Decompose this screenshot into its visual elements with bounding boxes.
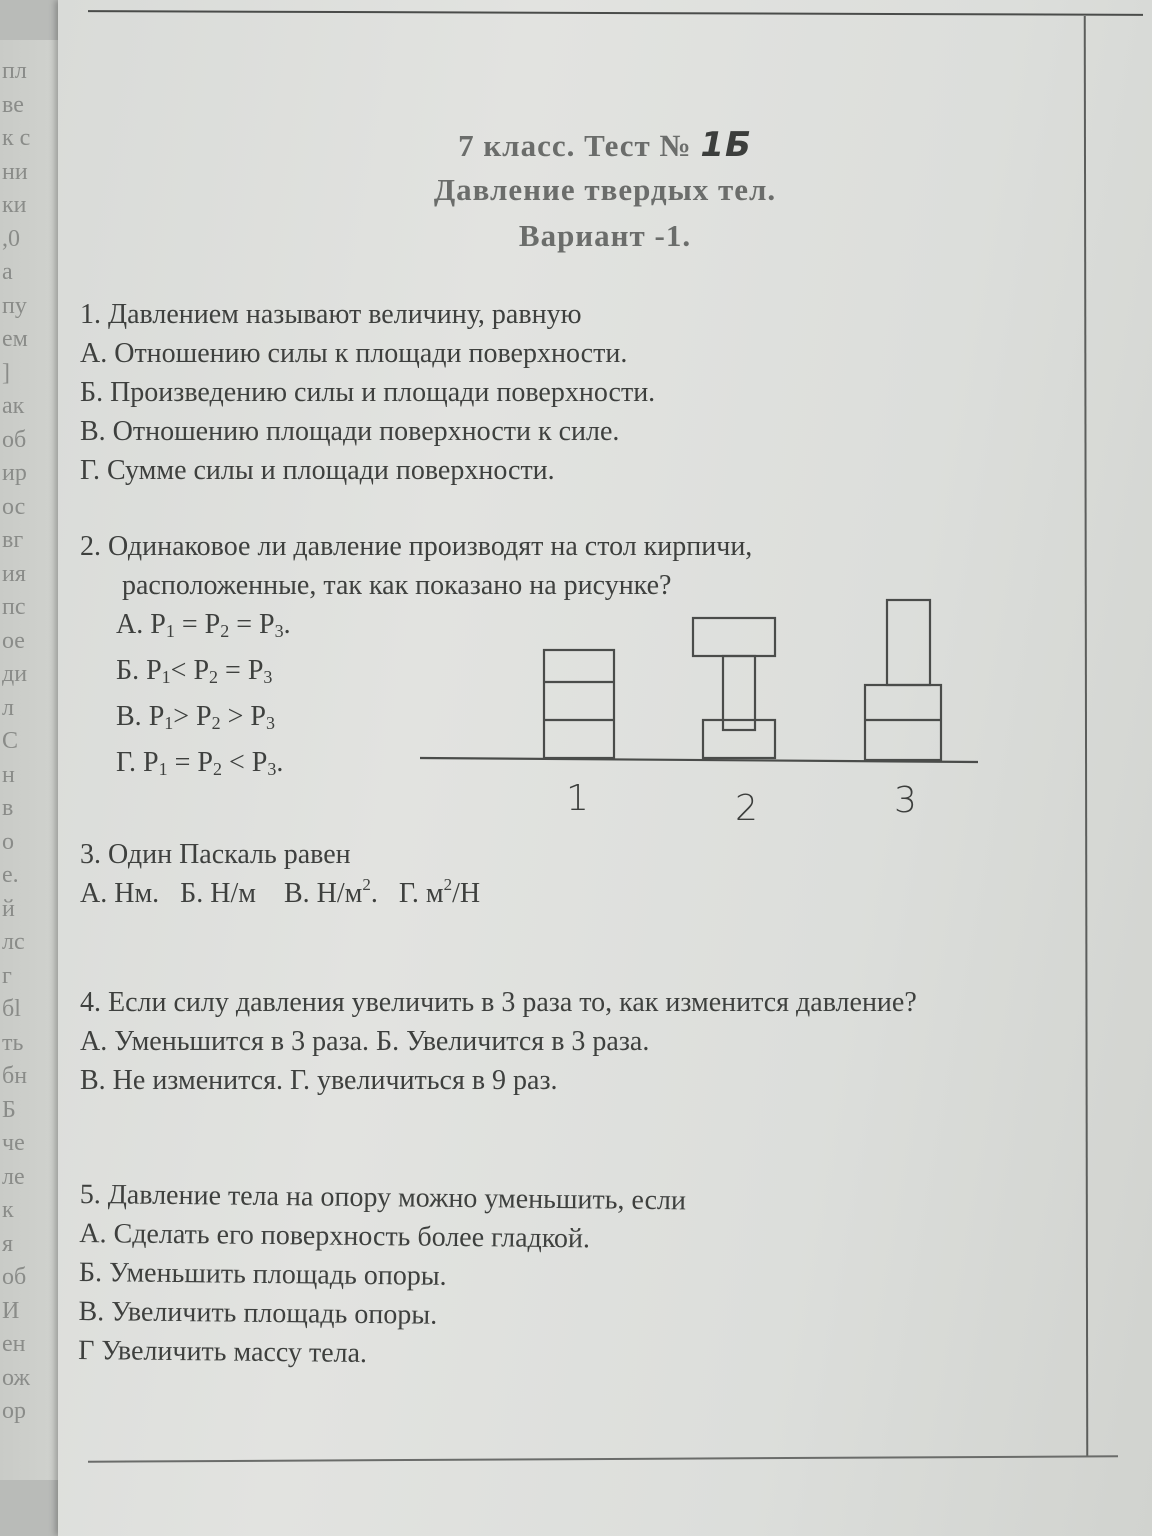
margin-fragment: а xyxy=(2,259,13,285)
margin-fragment: н xyxy=(2,761,15,788)
margin-fragment: ,0 xyxy=(2,225,20,252)
answer-option: Б. Уменьшить площадь опоры. xyxy=(78,1256,447,1292)
test-title xyxy=(58,125,1152,165)
margin-fragment: е. xyxy=(2,862,19,888)
margin-fragment: ия xyxy=(2,560,26,587)
margin-fragment: й xyxy=(2,895,15,922)
margin-fragment: бl xyxy=(2,996,21,1022)
question-text-continued: расположенные, так как показано на рисунке? xyxy=(122,570,672,601)
question-text: 5. Давление тела на опору можно уменьшить, если xyxy=(79,1178,687,1217)
test-sheet xyxy=(58,0,1152,1536)
question-text: 2. Одинаковое ли давление производят на стол кирпичи, xyxy=(80,531,753,562)
margin-fragment: ле xyxy=(2,1163,25,1190)
question-4 xyxy=(80,983,917,1100)
title-handwritten-number: 1Б xyxy=(700,125,752,165)
margin-fragment: че xyxy=(2,1130,25,1156)
answer-option: В. Увеличить площадь опоры. xyxy=(78,1295,438,1331)
answer-option: Б. $P_1< P_2 = P_3$ xyxy=(116,655,273,687)
answer-option: В. Отношению площади поверхности к силе. xyxy=(80,416,620,447)
margin-fragment: ем xyxy=(2,326,28,352)
margin-fragment: вг xyxy=(2,527,24,553)
margin-fragment: пу xyxy=(2,292,27,319)
answer-options-row xyxy=(80,874,480,913)
bricks-figure xyxy=(408,590,983,830)
answer-option: А. Уменьшится в 3 раза. Б. Увеличится в 3 раза. xyxy=(80,1026,650,1057)
margin-fragment: ое xyxy=(2,627,25,654)
question-3 xyxy=(80,835,480,913)
test-topic: Давление твердых тел. xyxy=(433,172,777,207)
margin-fragment: ос xyxy=(2,493,26,520)
margin-fragment: в xyxy=(2,795,14,821)
margin-fragment: Б xyxy=(2,1096,16,1123)
title-printed: 7 класс. Тест № xyxy=(458,128,692,163)
margin-fragment: о xyxy=(2,828,14,855)
answer-option-b: Б. Н/м xyxy=(180,878,256,909)
margin-fragment: ве xyxy=(2,91,24,118)
answer-option: Б. Произведению силы и площади поверхности. xyxy=(80,377,656,408)
margin-fragment: ] xyxy=(2,359,10,386)
margin-fragment: л xyxy=(2,694,14,721)
bottom-border-line xyxy=(88,1455,1118,1462)
margin-fragment: лс xyxy=(2,929,25,955)
answer-option: В. $P_1> P_2 > P_3$ xyxy=(116,701,276,733)
margin-fragment: ак xyxy=(2,393,25,419)
margin-fragment: к с xyxy=(2,125,31,151)
margin-fragment: пл xyxy=(2,58,27,84)
margin-fragment: ни xyxy=(2,158,28,185)
answer-option-c: В. $Н/м^2$. xyxy=(283,875,378,909)
answer-option: Г Увеличить массу тела. xyxy=(77,1334,368,1370)
margin-fragment: об xyxy=(2,1264,27,1290)
figure-label-1: 1 xyxy=(566,778,589,819)
test-variant: Вариант -1. xyxy=(518,218,692,253)
question-text: 3. Один Паскаль равен xyxy=(80,839,351,870)
question-5 xyxy=(78,1175,686,1376)
margin-fragment: я xyxy=(2,1230,14,1257)
margin-fragment: к xyxy=(2,1197,14,1223)
margin-fragment: бн xyxy=(2,1063,28,1089)
figure-label-2: 2 xyxy=(735,788,758,829)
margin-fragment: г xyxy=(2,962,12,989)
margin-fragment: ть xyxy=(2,1029,24,1056)
figure-label-3: 3 xyxy=(894,780,917,821)
answer-option: Г. Сумме силы и площади поверхности. xyxy=(80,455,555,486)
question-1 xyxy=(80,295,655,490)
answer-option: А. $P_1 = P_2 = P_3$. xyxy=(116,609,291,641)
margin-fragment: ди xyxy=(2,661,28,687)
margin-fragment: С xyxy=(2,728,19,754)
answer-option: А. Отношению силы к площади поверхности. xyxy=(80,338,628,369)
margin-fragment: ен xyxy=(2,1331,26,1357)
margin-fragment: ор xyxy=(2,1398,26,1424)
answer-option: В. Не изменится. Г. увеличиться в 9 раз. xyxy=(80,1065,558,1096)
answer-option-d: Г. $м^2/Н$ xyxy=(398,875,481,909)
margin-fragment: об xyxy=(2,426,27,453)
answer-option-a: А. Нм. xyxy=(80,878,160,909)
margin-fragment: ир xyxy=(2,460,27,486)
answer-option: А. Сделать его поверхность более гладкой. xyxy=(79,1217,591,1255)
margin-fragment: И xyxy=(2,1297,20,1324)
margin-fragment: пс xyxy=(2,594,26,620)
margin-fragment: ож xyxy=(2,1364,30,1391)
margin-fragment: ки xyxy=(2,192,27,218)
question-text: 4. Если силу давления увеличить в 3 раза то, как изменится давление? xyxy=(80,987,917,1018)
top-border-line xyxy=(88,10,1143,16)
question-text: 1. Давлением называют величину, равную xyxy=(80,299,582,330)
answer-option: Г. $P_1 = P_2 < P_3$. xyxy=(116,747,284,779)
